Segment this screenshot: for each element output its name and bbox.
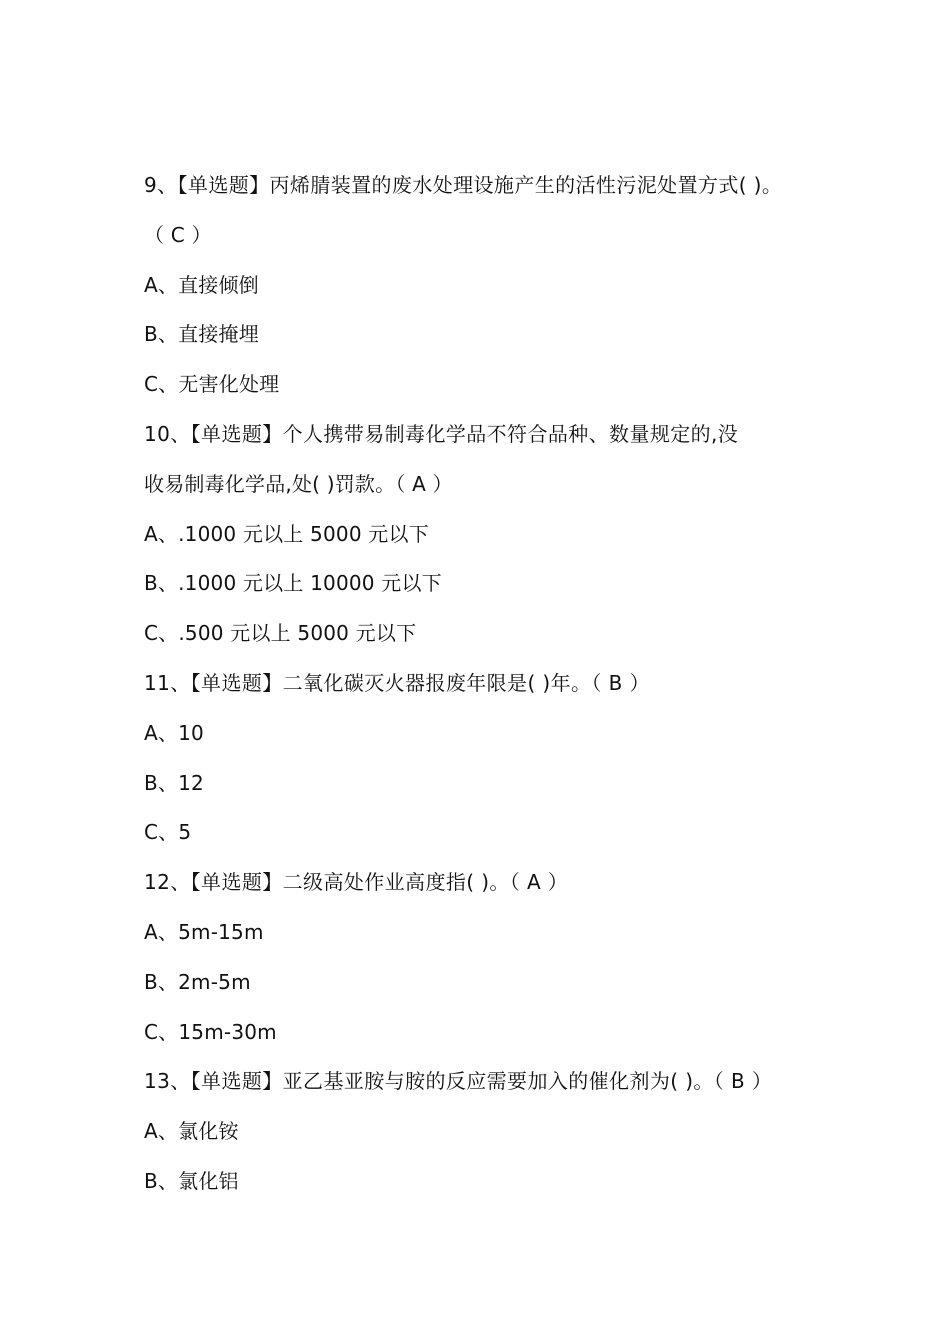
question-9-option-a: A、直接倾倒 <box>144 272 259 297</box>
question-9-text: 9、【单选题】丙烯腈装置的废水处理设施产生的活性污泥处置方式( )。 <box>144 173 783 197</box>
question-9-option-c: C、无害化处理 <box>144 372 280 397</box>
question-12-option-c: C、15m-30m <box>144 1019 277 1044</box>
question-13-text: 13、【单选题】亚乙基亚胺与胺的反应需要加入的催化剂为( )。（ B ） <box>144 1069 773 1094</box>
question-list <box>144 161 834 1207</box>
question-12-option-a: A、5m-15m <box>144 919 264 944</box>
question-11-text: 11、【单选题】二氧化碳灭火器报废年限是( )年。（ B ） <box>144 670 650 695</box>
question-10-option-a: A、.1000 元以上 5000 元以下 <box>144 521 429 546</box>
question-10-option-c: C、.500 元以上 5000 元以下 <box>144 621 417 646</box>
question-11-option-b: B、12 <box>144 770 204 795</box>
question-13-option-b: B、氯化铝 <box>144 1168 239 1193</box>
question-11-option-c: C、5 <box>144 820 192 845</box>
question-9-answer: （ C ） <box>144 222 212 247</box>
question-10-text-line2: 收易制毒化学品,处( )罚款。（ A ） <box>144 471 453 496</box>
question-12-option-b: B、2m-5m <box>144 969 251 994</box>
question-9-option-b: B、直接掩埋 <box>144 322 259 347</box>
question-11-option-a: A、10 <box>144 720 204 745</box>
question-12-text: 12、【单选题】二级高处作业高度指( )。（ A ） <box>144 870 569 895</box>
question-10-option-b: B、.1000 元以上 10000 元以下 <box>144 571 442 596</box>
question-10-text-line1: 10、【单选题】个人携带易制毒化学品不符合品种、数量规定的,没 <box>144 421 739 446</box>
question-13-option-a: A、氯化铵 <box>144 1119 239 1144</box>
